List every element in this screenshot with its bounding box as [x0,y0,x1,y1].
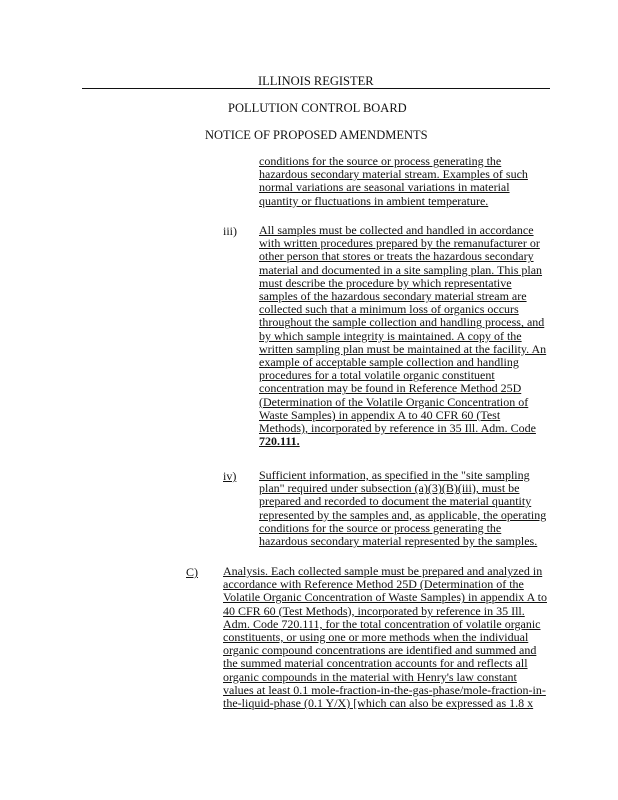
item-iv-text: Sufficient information, as specified in the "site sampling plan" required under subsection (a)(3)(B)(iii), must be prepared and recorded to document the material quantity represented by the samples and, as applicable, the operating conditions for the source or process generating the hazardous secondary material represented by the samples. [259,468,547,549]
item-c-text: Analysis. Each collected sample must be prepared and analyzed in accordance with Reference Method 25D (Determination of the Volatile Organic Concentration of Waste Samples) in appendix A to 40 CFR 60 (Test Methods), incorporated by reference in 35 Ill. Adm. Code 720.111, for the total concentration of volatile organic constituents, or using one or more methods when the individual organic compound concentrations are identified and summed and the summed material concentration accounts for and reflects all organic compounds in the material with Henry's law constant values at least 0.1 mole-fraction-in-the-gas-phase/mole-fraction-in-the-liquid-phase (0.1 Y/X) [which can also be expressed as 1.8 x [223,564,547,711]
continuation-paragraph: conditions for the source or process generating the hazardous secondary material stream. Examples of such normal variations are seasonal variations in material quantity or fluctuations in ambient temperature. [259,154,528,208]
board-title: POLLUTION CONTROL BOARD [228,101,407,115]
register-title: ILLINOIS REGISTER [258,74,374,88]
item-c-label: C) [186,565,198,579]
item-iii-text: All samples must be collected and handled in accordance with written procedures prepared by the remanufacturer or other person that stores or treats the hazardous secondary material and documented in a site sampling plan. This plan must describe the procedure by which representative samples of the hazardous secondary material stream are collected such that a minimum loss of organics occurs throughout the sample collection and handling process, and by which sample integrity is maintained. A copy of the written sampling plan must be maintained at the facility. An example of acceptable sample collection and handling procedures for a total volatile organic constituent concentration may be found in Reference Method 25D (Determination of the Volatile Organic Concentration of Waste Samples) in appendix A to 40 CFR 60 (Test Methods), incorporated by reference in 35 Ill. Adm. Code 720.111. [259,223,547,449]
code-reference-bold: 720.111. [259,434,300,449]
item-iii-label: iii) [223,224,237,238]
notice-title: NOTICE OF PROPOSED AMENDMENTS [205,128,428,142]
header-rule [82,88,550,89]
item-iv-label: iv) [223,469,237,483]
